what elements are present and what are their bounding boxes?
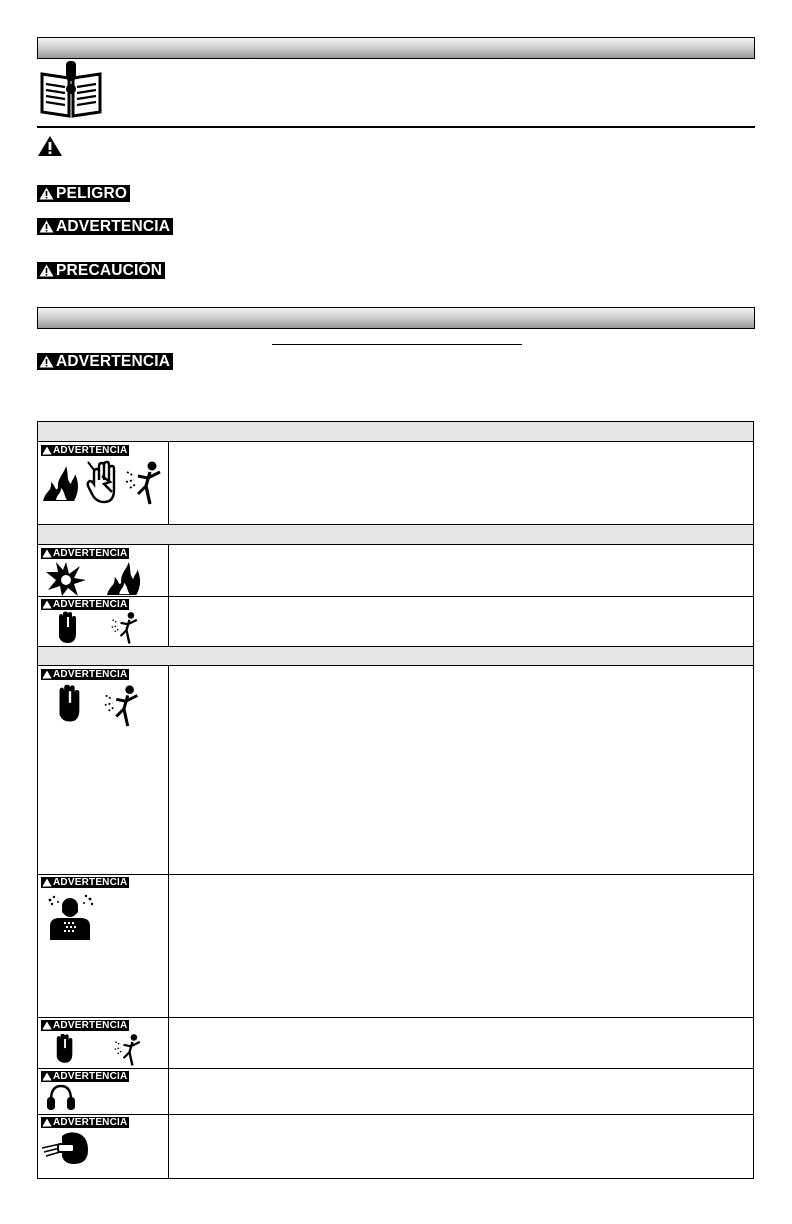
safety-table	[37, 421, 754, 1179]
hand-stop-icon	[56, 684, 84, 724]
advertencia-badge	[37, 218, 173, 235]
row-divider	[38, 1017, 753, 1018]
badge-label: ADVERTENCIA	[53, 877, 128, 888]
alert-triangle-icon	[39, 355, 54, 368]
row-divider	[38, 1114, 753, 1115]
dust-respirator-icon	[46, 894, 96, 940]
advertencia-badge-small	[41, 1020, 129, 1031]
badge-label: PRECAUCIÓN	[56, 261, 163, 279]
injured-person-icon	[108, 611, 142, 645]
badge-label: ADVERTENCIA	[53, 548, 128, 559]
alert-triangle-icon	[42, 1072, 52, 1081]
alert-triangle-icon	[39, 220, 54, 233]
badge-label: ADVERTENCIA	[56, 352, 171, 370]
electric-shock-hand-icon	[86, 460, 122, 504]
precaucion-badge	[37, 262, 165, 279]
advertencia-badge	[37, 353, 173, 370]
row-divider	[38, 596, 753, 597]
alert-triangle-icon	[42, 600, 52, 609]
badge-label: ADVERTENCIA	[53, 1020, 128, 1031]
badge-label: ADVERTENCIA	[53, 669, 128, 680]
explosion-icon	[46, 560, 86, 596]
injured-person-icon	[112, 1033, 144, 1067]
section-header-bar-1	[37, 37, 755, 59]
divider-rule	[37, 126, 755, 128]
table-section-header-2	[38, 524, 753, 545]
peligro-badge	[37, 185, 130, 202]
ear-protection-icon	[46, 1084, 76, 1112]
hand-stop-icon	[56, 611, 80, 645]
advertencia-badge-small	[41, 599, 129, 610]
alert-triangle-icon	[42, 549, 52, 558]
alert-triangle-icon	[39, 187, 54, 200]
badge-label: ADVERTENCIA	[53, 599, 128, 610]
fire-icon	[42, 464, 80, 502]
alert-triangle-icon	[42, 878, 52, 887]
advertencia-badge-small	[41, 445, 129, 456]
advertencia-badge-small	[41, 548, 129, 559]
badge-label: ADVERTENCIA	[53, 1117, 128, 1128]
alert-triangle-icon	[42, 670, 52, 679]
table-section-header-3	[38, 646, 753, 666]
injured-person-icon	[102, 684, 142, 728]
column-divider	[168, 442, 169, 524]
badge-label: ADVERTENCIA	[53, 445, 128, 456]
fire-icon	[104, 560, 144, 596]
section-header-bar-2	[37, 307, 755, 329]
eye-protection-icon	[40, 1130, 90, 1166]
alert-triangle-icon	[39, 264, 54, 277]
advertencia-badge-small	[41, 1117, 129, 1128]
alert-triangle-icon	[42, 1118, 52, 1127]
advertencia-badge-small	[41, 877, 129, 888]
read-manual-icon	[38, 60, 104, 118]
badge-label: ADVERTENCIA	[56, 217, 171, 235]
row-divider	[38, 874, 753, 875]
row-divider	[38, 1068, 753, 1069]
advertencia-badge-small	[41, 1071, 129, 1082]
alert-triangle-icon	[37, 135, 63, 157]
badge-label: PELIGRO	[56, 184, 128, 202]
alert-triangle-icon	[42, 1021, 52, 1030]
underline-rule	[272, 344, 522, 345]
badge-label: ADVERTENCIA	[53, 1071, 128, 1082]
hand-stop-icon	[54, 1033, 76, 1065]
injured-person-icon	[124, 460, 164, 506]
column-divider	[168, 666, 169, 1178]
advertencia-badge-small	[41, 669, 129, 680]
table-section-header-1	[38, 422, 753, 442]
alert-triangle-icon	[42, 446, 52, 455]
